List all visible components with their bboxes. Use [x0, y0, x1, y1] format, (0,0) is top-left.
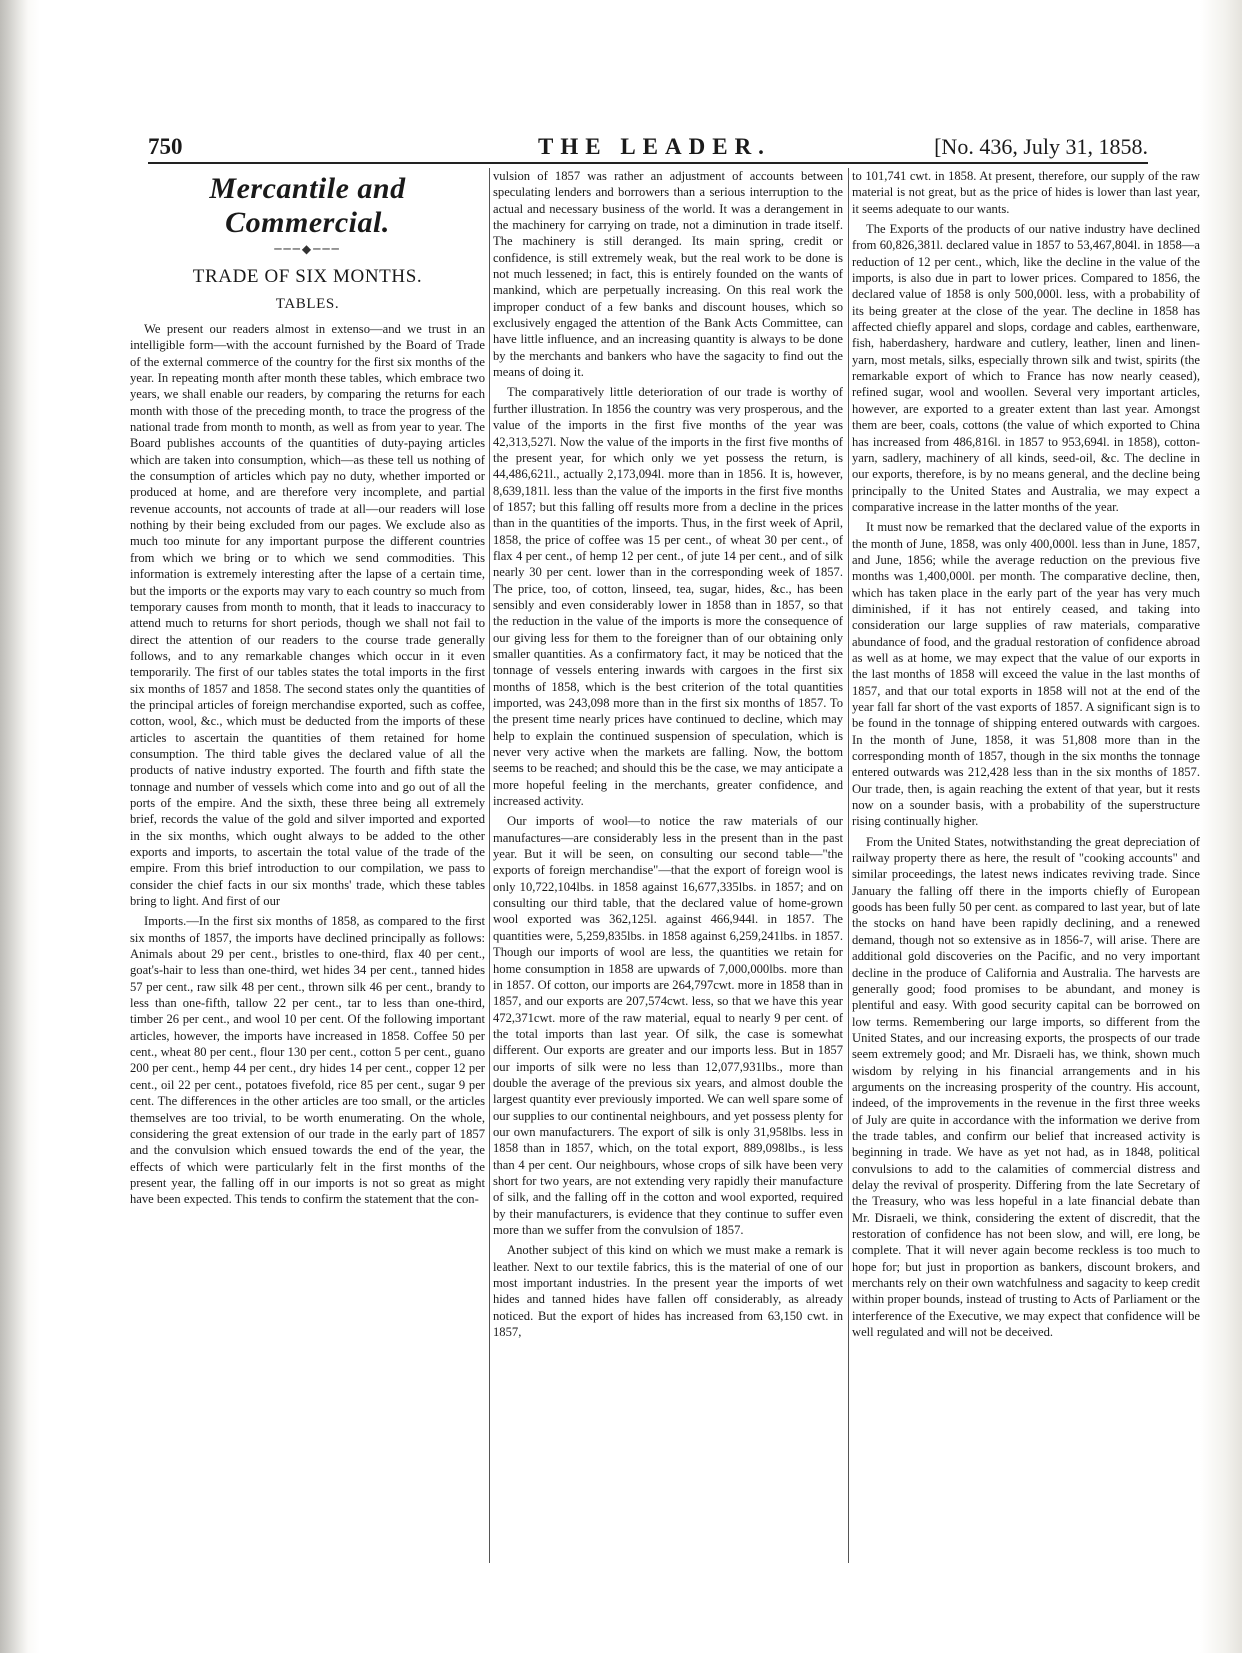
- ornament-divider: ───◆───: [274, 242, 341, 256]
- section-title: Mercantile and Commercial.: [209, 172, 406, 239]
- page-header: [148, 134, 1148, 164]
- page-number: 750: [148, 134, 183, 159]
- masthead: THE LEADER.: [538, 134, 771, 159]
- paragraph: The comparatively little deterioration of our trade is worthy of further illustration. In 1856 the country was very prosperous, and the value of the imports in the first five months of the year was 42,313,527l. Now the value of the imports in the first five months of the present year, for which only we yet possess the return, is 44,486,621l., actually 2,173,094l. more than in 1856. It is, however, 8,639,181l. less than the value of the imports in the first five months of 1857; but this falling off results more from a decline in the prices than in the quantities of the imports. Thus, in the first week of April, 1858, the price of coffee was 15 per cent., of wheat 30 per cent., of flax 4 per cent., of hemp 12 per cent., of jute 14 per cent., and of silk nearly 30 per cent. lower than in the corresponding week of 1857. The price, too, of cotton, linseed, tea, sugar, hides, &c., has been sensibly and even considerably lower in 1858 than in 1857, so that the reduction in the value of the imports is more the consequence of our giving less for them to the foreigner than of our obtaining only smaller quantities. As a confirmatory fact, it may be noticed that the tonnage of vessels entering inwards with cargoes in the first six months of 1858, which is the best criterion of the total quantities imported, was 243,098 more than in the first six months of 1857. To the present time nearly prices have continued to decline, which may help to explain the continued suspension of speculation, which is never very active when the markets are falling. Now, the bottom seems to be reached; and should this be the case, we may anticipate a more hopeful feeling in the merchants, greater confidence, and increased activity.: [493, 385, 843, 809]
- column-3: [852, 168, 1200, 1568]
- column-1: [130, 168, 485, 1568]
- issue-info: [No. 436, July 31, 1858.: [934, 134, 1148, 159]
- article-subtitle: TABLES.: [275, 296, 340, 312]
- paragraph: Another subject of this kind on which we must make a remark is leather. Next to our textile fabrics, this is the material of one of our most important industries. In the present year the imports of wet hides and tanned hides have fallen off considerably, as already noticed. But the export of hides has increased from 63,150 cwt. in 1857,: [493, 1243, 843, 1340]
- column-2: [493, 168, 843, 1568]
- column-divider: [848, 168, 849, 1563]
- column-divider: [489, 168, 490, 1563]
- article-title: TRADE OF SIX MONTHS.: [192, 266, 423, 287]
- header-rule: [148, 162, 1148, 164]
- paragraph: Imports.—In the first six months of 1858, as compared to the first six months of 1857, the imports have declined principally as follows: Animals about 29 per cent., bristles to one-third, flax 40 per cent., goat's-hair to less than one-third, wet hides 34 per cent., tanned hides 57 per cent., raw silk 48 per cent., thrown silk 46 per cent., brandy to less than one-fifth, tallow 22 per cent., tar to less than one-third, timber 26 per cent., and wool 10 per cent. Of the following important articles, however, the imports have increased in 1858. Coffee 50 per cent., wheat 80 per cent., flour 130 per cent., cotton 5 per cent., guano 200 per cent., hemp 44 per cent., dry hides 14 per cent., copper 12 per cent., oil 22 per cent., potatoes fivefold, rice 85 per cent., sugar 9 per cent. The differences in the other articles are too small, or the articles themselves are too trivial, to be worth enumerating. On the whole, considering the great extension of our trade in the early part of 1857 and the convulsion which ensued towards the end of the year, the effects of which were particularly felt in the first months of the present year, the falling off in our imports is not so great as might have been expected. This tends to confirm the statement that the con-: [130, 914, 485, 1207]
- binding-shadow: [0, 0, 28, 1653]
- paragraph: It must now be remarked that the declared value of the exports in the month of June, 1858, was only 400,000l. less than in June, 1857, and June, 1856; while the average reduction on the previous five months was 1,400,000l. per month. The comparative decline, then, which has taken place in the early part of the year has very much diminished, if it has not entirely ceased, and taking into consideration our large supplies of raw materials, comparative abundance of food, and the gradual restoration of confidence abroad as well as at home, we may expect that the value of our exports in the last months of 1858 will exceed the value in the last months of 1857, and that our total exports in 1858 will not at the end of the year fall far short of the vast exports of 1857. A significant sign is to be found in the tonnage of shipping entered outwards with cargoes. In the month of June, 1858, it was 51,808 more than in the corresponding month of 1857, though in the six months the tonnage entered outwards was 212,428 less than in the six months of 1857. Our trade, then, is again reaching the extent of that year, but it rests now on a sounder basis, with a probability of the superstructure rising continually higher.: [852, 520, 1200, 829]
- paragraph: The Exports of the products of our native industry have declined from 60,826,381l. declared value in 1857 to 53,467,804l. in 1858—a reduction of 12 per cent., which, like the decline in the value of the imports, is also due in part to lower prices. Compared to 1856, the declared value of 1858 is only 500,000l. less, with a probability of its being greater at the close of the year. The decline in 1858 has affected chiefly apparel and slops, cordage and cables, earthenware, fish, haberdashery, hardware and cutlery, leather, linen and linen-yarn, most metals, silks, especially thrown silk and twist, spirits (the remarkable export of which to France has now nearly ceased), refined sugar, wool and woollen. Several very important articles, however, are exported to a greater extent than last year. Amongst them are beer, coals, cottons (the value of which exported to China has increased from 486,816l. in 1857 to 953,694l. in 1858), cotton-yarn, sadlery, machinery of all kinds, seed-oil, &c. The decline in our exports, therefore, is by no means general, and the decline being principally to the United States and Australia, we may expect a comparative increase in the latter months of the year.: [852, 222, 1200, 514]
- paragraph: vulsion of 1857 was rather an adjustment of accounts between speculating lenders and borrowers than a serious interruption to the actual and necessary business of the world. It was a derangement in the machinery for carrying on trade, not a diminution in trade itself. The machinery is still deranged. Its main spring, credit or confidence, is still extremely weak, but the real work to be done is not much lessened; in fact, this is entirely founded on the wants of mankind, which are perpetually increasing. On this real work the improper conduct of a few banks and discount houses, which so exclusively engaged the attention of the Bank Acts Committee, can have little influence, and an increasing quantity is always to be done by the merchants and bankers who have the sagacity to find out the means of doing it.: [493, 169, 843, 380]
- paragraph: From the United States, notwithstanding the great depreciation of railway property there as here, the result of "cooking accounts" and similar proceedings, the latest news indicates reviving trade. Since January the falling off there in the imports chiefly of European goods has been fully 50 per cent. as compared to last year, but of late the stocks on hand have been rapidly declining, and a renewed demand, though not so extensive as in 1856-7, will arise. There are additional gold discoveries on the Pacific, and no very important decline in the produce of California and Australia. The harvests are generally good; food promises to be abundant, and money is plentiful and easy. With good security capital can be borrowed on low terms. Remembering our large imports, so different from the United States, and our increasing exports, the prospects of our trade seem extremely good; and Mr. Disraeli has, we think, shown much wisdom by relying in his financial arrangements and in his arguments on the increasing prosperity of the country. His account, indeed, of the improvements in the revenue in the first three weeks of July are quite in accordance with the information we derive from the trade tables, and confirm our belief that increased activity is beginning in trade. We have as yet not had, as in 1848, political convulsions to add to the calamities of commercial distress and delay the revival of prosperity. Differing from the late Secretary of the Treasury, who was less hopeful in a late financial debate than Mr. Disraeli, we think, considering the extent of discredit, that the restoration of confidence has not been slow, and will, ere long, be complete. That it will never again become reckless is too much to hope for; but just in proportion as bankers, discount brokers, and merchants rely on their own watchfulness and sagacity to keep credit within proper bounds, instead of trusting to Acts of Parliament or the interference of the Executive, we may expect that confidence will be well regulated and will not be deceived.: [852, 834, 1200, 1340]
- paragraph: Our imports of wool—to notice the raw materials of our manufactures—are considerably less in the present than in the past year. But it will be seen, on consulting our second table—"the exports of foreign merchandise"—that the export of foreign wool is only 10,722,104lbs. in 1858 against 16,677,335lbs. in 1857; and on consulting our third table, that the declared value of home-grown wool exported was 362,125l. against 466,944l. in 1857. The quantities were, 5,259,835lbs. in 1858 against 6,259,241lbs. in 1857. Though our imports of wool are less, the quantities we retain for home consumption in 1858 are upwards of 7,000,000lbs. more than in 1857. Of cotton, our imports are 264,797cwt. more in 1858 than in 1857, and our exports are 207,574cwt. less, so that we have this year 472,371cwt. more of the raw material, equal to nearly 9 per cent. of the total imports than last year. Of silk, the case is somewhat different. Our exports are greater and our imports less. But in 1857 our imports of silk were no less than 12,077,931lbs., more than double the average of the previous six years, and almost double the largest quantity ever previously imported. We can well spare some of our supplies to our continental neighbours, and yet possess plenty for our own manufacturers. The export of silk is only 31,958lbs. less in 1858 than in 1857, which, on the total export, 889,098lbs., is less than 4 per cent. Our neighbours, whose crops of silk have been very short for two years, are not extending very rapidly their manufacture of silk, and the falling off in the cotton and wool exported, required by their manufacturers, is evidence that they continue to suffer even more than we suffer from the convulsion of 1857.: [493, 814, 843, 1237]
- paragraph: We present our readers almost in extenso—and we trust in an intelligible form—with the account furnished by the Board of Trade of the external commerce of the country for the first six months of the year. In repeating month after month these tables, which embrace two years, we shall enable our readers, by comparing the returns for each month with those of the preceding month, to trace the progress of the national trade from month to month, as well as from year to year. The Board publishes accounts of the quantities of duty-paying articles which are taken into consumption, which—as these tell us nothing of the consumption of articles which pay no duty, whether imported or produced at home, and are therefore very incomplete, and partial revenue accounts, not accounts of trade at all—our readers will lose nothing by their being excluded from our pages. We exclude also as much too minute for any important purpose the different countries from which we bring or to which we send commodities. This information is extremely interesting after the lapse of a certain time, but the imports or the exports may vary to each country so much from temporary causes from month to month, that it leads to inaccuracy to attend much to returns for short periods, though we shall not fail to direct the attention of our readers to the course trade generally follows, and to any remarkable changes which occur in it even temporarily. The first of our tables states the total imports in the first six months of 1857 and 1858. The second states only the quantities of the principal articles of foreign merchandise exported, such as coffee, cotton, wool, &c., which must be deducted from the imports of these articles to ascertain the quantities of them retained for home consumption. The third table gives the declared value of all the products of native industry exported. The fourth and fifth state the tonnage and number of vessels which come into and go out of all the ports of the empire. And the sixth, these three being all extremely brief, records the value of the gold and silver imported and exported in the six months, which ought always to be added to the other exports and imports, to ascertain the total value of the trade of the empire. From this brief introduction to our compilation, we pass to consider the chief facts in our six months' trade, which these tables bring to light. And first of our: [130, 322, 485, 909]
- paragraph: to 101,741 cwt. in 1858. At present, therefore, our supply of the raw material is not great, but as the price of hides is lower than last year, it seems adequate to our wants.: [852, 169, 1200, 216]
